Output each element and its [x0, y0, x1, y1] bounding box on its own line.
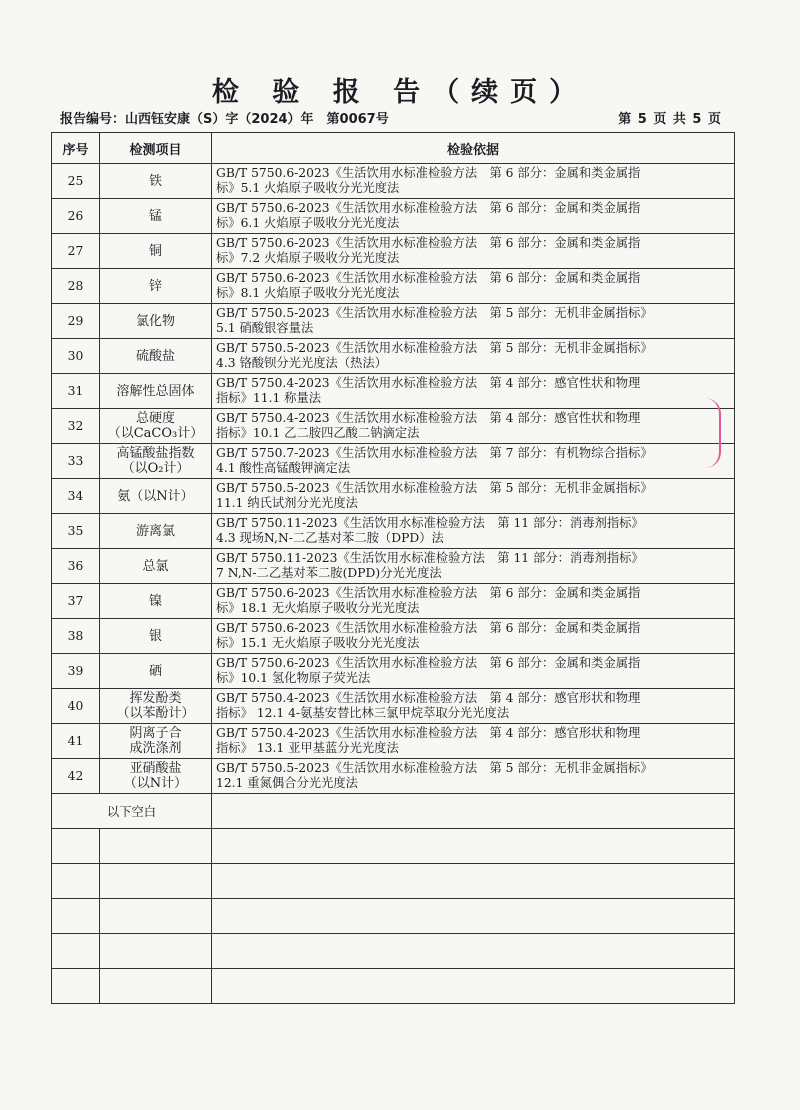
row-basis-line: GB/T 5750.6-2023《生活饮用水标准检验方法 第 6 部分：金属和类金属指	[216, 655, 641, 670]
row-item-line: （以N计）	[123, 776, 188, 791]
row-basis-line: GB/T 5750.5-2023《生活饮用水标准检验方法 第 5 部分：无机非金属指标》	[216, 340, 653, 355]
row-basis-line: 4.3 现场N,N-二乙基对苯二胺（DPD）法	[216, 531, 444, 545]
row-item-line: （以苯酚计）	[116, 706, 195, 721]
row-seq: 36	[52, 549, 100, 584]
row-item	[100, 409, 212, 444]
row-basis-line: GB/T 5750.6-2023《生活饮用水标准检验方法 第 6 部分：金属和类金属指	[216, 165, 641, 180]
table-row	[52, 199, 735, 234]
row-item-line: 亚硝酸盐	[129, 761, 182, 776]
empty-cell	[212, 829, 735, 864]
empty-cell	[100, 899, 212, 934]
row-basis-line: 指标》 12.1 4-氨基安替比林三氯甲烷萃取分光光度法	[216, 706, 510, 720]
row-seq: 28	[52, 269, 100, 304]
row-basis-line: GB/T 5750.6-2023《生活饮用水标准检验方法 第 6 部分：金属和类金属指	[216, 620, 641, 635]
row-basis-line: GB/T 5750.4-2023《生活饮用水标准检验方法 第 4 部分：感官形状和物理	[216, 725, 641, 740]
row-basis-line: GB/T 5750.7-2023《生活饮用水标准检验方法 第 7 部分：有机物综合指标》	[216, 445, 653, 460]
row-item	[100, 479, 212, 514]
table-row	[52, 339, 735, 374]
row-item	[100, 619, 212, 654]
test-basis-table	[51, 132, 735, 1004]
row-item-line: 总硬度	[135, 411, 175, 426]
row-basis	[212, 374, 735, 409]
row-item-line: 总氯	[142, 558, 169, 574]
row-basis-line: GB/T 5750.6-2023《生活饮用水标准检验方法 第 6 部分：金属和类金属指	[216, 235, 641, 250]
row-item-line: 铁	[148, 173, 162, 189]
header-item: 检测项目	[100, 133, 212, 164]
table-header-row	[52, 133, 735, 164]
pen-mark	[705, 398, 721, 468]
row-basis-line: 指标》10.1 乙二胺四乙酸二钠滴定法	[216, 426, 420, 440]
table-row	[52, 374, 735, 409]
row-basis	[212, 304, 735, 339]
row-basis-line: GB/T 5750.5-2023《生活饮用水标准检验方法 第 5 部分：无机非金属指标》	[216, 760, 653, 775]
row-item	[100, 549, 212, 584]
row-seq: 35	[52, 514, 100, 549]
row-basis-line: 标》6.1 火焰原子吸收分光光度法	[216, 216, 400, 230]
row-basis	[212, 164, 735, 199]
row-basis-line: GB/T 5750.4-2023《生活饮用水标准检验方法 第 4 部分：感官性状和物理	[216, 375, 641, 390]
empty-cell	[212, 864, 735, 899]
row-item-line: 锰	[148, 208, 162, 224]
table-row	[52, 619, 735, 654]
row-basis-line: GB/T 5750.11-2023《生活饮用水标准检验方法 第 11 部分：消毒剂指标》	[216, 550, 644, 565]
row-item	[100, 164, 212, 199]
row-seq: 41	[52, 724, 100, 759]
blank-note: 以下空白	[52, 794, 212, 829]
row-item-line: 游离氯	[135, 523, 175, 539]
table-row	[52, 479, 735, 514]
empty-cell	[100, 829, 212, 864]
row-basis	[212, 619, 735, 654]
table-row	[52, 654, 735, 689]
row-seq: 37	[52, 584, 100, 619]
table-row	[52, 409, 735, 444]
row-item-line: 挥发酚类	[129, 691, 182, 706]
row-basis-line: 4.1 酸性高锰酸钾滴定法	[216, 461, 351, 475]
row-seq: 25	[52, 164, 100, 199]
row-seq: 26	[52, 199, 100, 234]
row-basis	[212, 759, 735, 794]
row-item	[100, 374, 212, 409]
table-row	[52, 584, 735, 619]
row-item-line: 高锰酸盐指数	[116, 446, 195, 461]
row-basis-line: GB/T 5750.4-2023《生活饮用水标准检验方法 第 4 部分：感官性状和物理	[216, 410, 641, 425]
table-row	[52, 269, 735, 304]
row-seq: 29	[52, 304, 100, 339]
empty-cell	[212, 899, 735, 934]
row-basis-line: 标》8.1 火焰原子吸收分光光度法	[216, 286, 400, 300]
empty-cell	[52, 899, 100, 934]
row-seq: 39	[52, 654, 100, 689]
row-basis	[212, 409, 735, 444]
row-item	[100, 724, 212, 759]
empty-row	[52, 864, 735, 899]
row-item-line: 银	[148, 628, 162, 644]
row-basis	[212, 444, 735, 479]
row-item-line: 阴离子合	[129, 726, 182, 741]
row-basis-line: GB/T 5750.5-2023《生活饮用水标准检验方法 第 5 部分：无机非金属指标》	[216, 305, 653, 320]
row-item	[100, 199, 212, 234]
row-seq: 42	[52, 759, 100, 794]
row-basis-line: 指标》11.1 称量法	[216, 391, 322, 405]
row-basis	[212, 199, 735, 234]
row-basis-line: GB/T 5750.5-2023《生活饮用水标准检验方法 第 5 部分：无机非金属指标》	[216, 480, 653, 495]
empty-cell	[52, 934, 100, 969]
row-basis-line: 12.1 重氮偶合分光光度法	[216, 776, 358, 790]
blank-note-row	[52, 794, 735, 829]
row-basis-line: 11.1 纳氏试剂分光光度法	[216, 496, 358, 510]
table-row	[52, 234, 735, 269]
row-seq: 38	[52, 619, 100, 654]
row-item	[100, 584, 212, 619]
row-basis-line: 标》5.1 火焰原子吸收分光光度法	[216, 181, 400, 195]
empty-row	[52, 969, 735, 1004]
empty-cell	[100, 864, 212, 899]
row-basis-line: 标》10.1 氢化物原子荧光法	[216, 671, 371, 685]
row-item-line: （以O₂计）	[121, 461, 190, 476]
row-basis	[212, 514, 735, 549]
blank-cell	[212, 794, 735, 829]
row-basis-line: GB/T 5750.6-2023《生活饮用水标准检验方法 第 6 部分：金属和类金属指	[216, 585, 641, 600]
row-item-line: 氯化物	[135, 313, 175, 329]
row-basis	[212, 549, 735, 584]
row-item	[100, 269, 212, 304]
header-basis: 检验依据	[212, 133, 735, 164]
row-seq: 27	[52, 234, 100, 269]
row-basis-line: GB/T 5750.6-2023《生活饮用水标准检验方法 第 6 部分：金属和类金属指	[216, 270, 641, 285]
table-row	[52, 724, 735, 759]
table-row	[52, 164, 735, 199]
row-item	[100, 339, 212, 374]
row-seq: 31	[52, 374, 100, 409]
row-basis-line: 5.1 硝酸银容量法	[216, 321, 314, 335]
table-body	[52, 164, 735, 1004]
row-item-line: 成洗涤剂	[129, 741, 182, 756]
empty-cell	[212, 934, 735, 969]
row-basis-line: 指标》 13.1 亚甲基蓝分光光度法	[216, 741, 399, 755]
row-basis	[212, 724, 735, 759]
row-basis-line: GB/T 5750.6-2023《生活饮用水标准检验方法 第 6 部分：金属和类金属指	[216, 200, 641, 215]
report-number: 报告编号：山西钰安康（S）字（2024）年 第0067号	[60, 112, 389, 127]
row-seq: 33	[52, 444, 100, 479]
empty-cell	[52, 829, 100, 864]
row-item-line: 锌	[148, 278, 162, 294]
row-seq: 30	[52, 339, 100, 374]
empty-cell	[100, 969, 212, 1004]
empty-cell	[212, 969, 735, 1004]
empty-row	[52, 829, 735, 864]
row-basis	[212, 689, 735, 724]
row-basis	[212, 339, 735, 374]
row-basis-line: 4.3 铬酸钡分光光度法（热法）	[216, 356, 388, 370]
row-item	[100, 514, 212, 549]
empty-cell	[52, 969, 100, 1004]
row-basis-line: 标》15.1 无火焰原子吸收分光光度法	[216, 636, 420, 650]
row-item	[100, 444, 212, 479]
row-basis	[212, 654, 735, 689]
table-row	[52, 549, 735, 584]
row-item	[100, 654, 212, 689]
empty-cell	[100, 934, 212, 969]
row-seq: 32	[52, 409, 100, 444]
table-row	[52, 759, 735, 794]
row-item	[100, 689, 212, 724]
table-row	[52, 514, 735, 549]
row-basis-line: 标》7.2 火焰原子吸收分光光度法	[216, 251, 400, 265]
row-item-line: 硫酸盐	[135, 348, 175, 364]
table-row	[52, 689, 735, 724]
row-item-line: （以CaCO₃计）	[107, 426, 204, 441]
row-item-line: 溶解性总固体	[116, 383, 195, 399]
row-item	[100, 759, 212, 794]
row-item-line: 铜	[148, 243, 162, 259]
header-seq: 序号	[52, 133, 100, 164]
empty-cell	[52, 864, 100, 899]
row-item	[100, 234, 212, 269]
table-row	[52, 444, 735, 479]
row-seq: 34	[52, 479, 100, 514]
report-title: 检 验 报 告（续页）	[211, 77, 589, 108]
row-basis-line: 标》18.1 无火焰原子吸收分光光度法	[216, 601, 420, 615]
row-basis	[212, 584, 735, 619]
row-seq: 40	[52, 689, 100, 724]
empty-row	[52, 899, 735, 934]
row-basis	[212, 269, 735, 304]
row-basis-line: GB/T 5750.4-2023《生活饮用水标准检验方法 第 4 部分：感官形状和物理	[216, 690, 641, 705]
row-basis-line: GB/T 5750.11-2023《生活饮用水标准检验方法 第 11 部分：消毒剂指标》	[216, 515, 644, 530]
row-item	[100, 304, 212, 339]
row-basis-line: 7 N,N-二乙基对苯二胺(DPD)分光光度法	[216, 566, 442, 580]
row-item-line: 氨（以N计）	[117, 488, 194, 504]
row-basis	[212, 479, 735, 514]
page-info: 第 5 页 共 5 页	[618, 112, 722, 127]
empty-row	[52, 934, 735, 969]
row-item-line: 镍	[148, 593, 162, 609]
row-basis	[212, 234, 735, 269]
row-item-line: 硒	[148, 663, 162, 679]
table-row	[52, 304, 735, 339]
